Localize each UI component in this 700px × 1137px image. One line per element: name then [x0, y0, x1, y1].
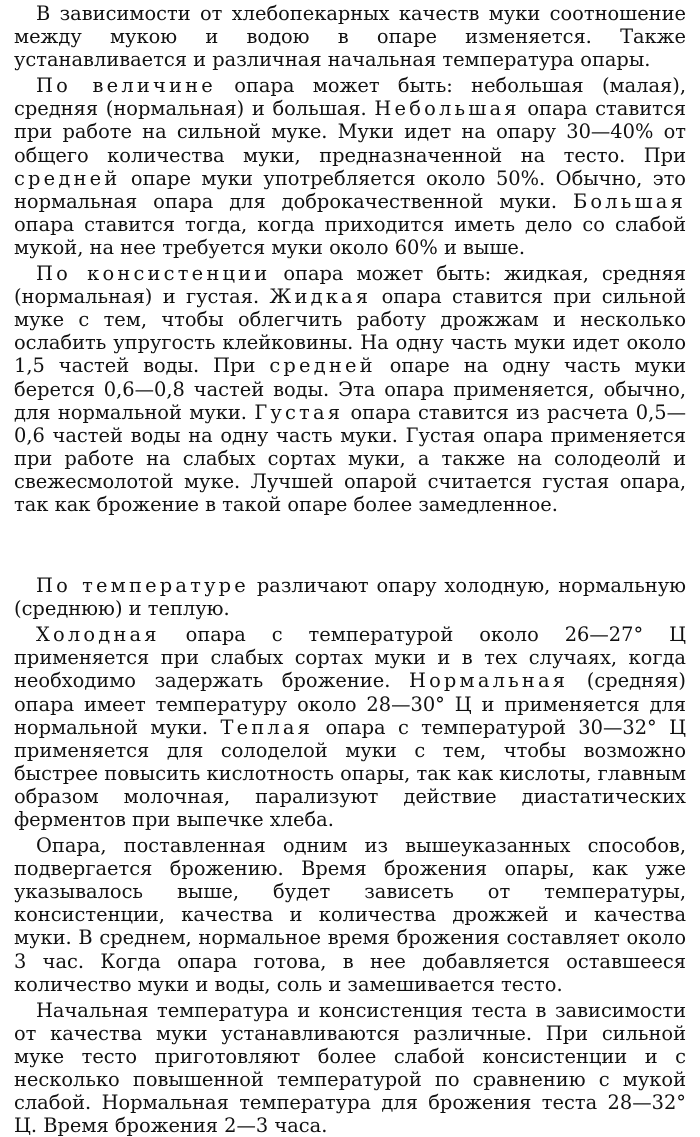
emphasis-term: Густая: [254, 400, 344, 424]
emphasis-term: По консистенции: [36, 262, 271, 286]
emphasis-term: средней: [269, 354, 376, 378]
emphasis-term: Большая: [572, 189, 686, 213]
text-segment: (средняя) опара имеет температуру около 28—30° Ц и применяется для нормальной муки.: [14, 669, 686, 739]
text-segment: опаре муки употребляется около 50%. Обычно, это нормальная опара для доброкачественной муки.: [14, 166, 686, 213]
emphasis-term: средней: [14, 166, 121, 190]
emphasis-term: Нормальная: [408, 669, 569, 693]
paragraph-by-consistency: [14, 262, 686, 516]
text-segment: Начальная температура и консистенция теста в зависимости от качества муки устанавливаются различные. При сильной муке тесто приготовляют более слабой консистенции и с несколько повышенной температурой по сравнению с мукой слабой. Нормальная температура для брожения теста 28—32° Ц. Время брожения 2—3 часа.: [14, 998, 686, 1137]
text-segment: В зависимости от хлебопекарных качеств муки соотношение между мукою и водою в опаре изменяется. Также устанавливается и различная начальная температура опары.: [14, 2, 686, 72]
paragraph-flour-ratio: [14, 2, 686, 71]
text-segment: опара может быть: небольшая (малая), средняя (нормальная) и большая.: [14, 74, 686, 121]
emphasis-term: По температуре: [36, 574, 249, 598]
paragraph-fermentation-time: [14, 834, 686, 996]
emphasis-term: Жидкая: [269, 285, 372, 309]
text-segment: опара ставится при сильной муке с тем, чтобы облегчить работу дрожжам и несколько ослабить упругость клейковины. На одну часть муки идет около 1,5 частей воды. При: [14, 285, 686, 378]
text-segment: Опара, поставленная одним из вышеуказанных способов, подвергается брожению. Время брожения опары, как уже указывалось выше, будет зависеть от температуры, консистенции, качества и количества дрожжей и качества муки. В среднем, нормальное время брожения составляет около 3 час. Когда опара готова, в нее добавляется оставшееся количество муки и воды, соль и замешивается тесто.: [14, 834, 686, 996]
text-segment: различают опару холодную, нормальную (среднюю) и теплую.: [14, 574, 686, 621]
document-page: [14, 2, 686, 1137]
text-segment: опаре на одну часть муки берется 0,6—0,8 частей воды. Эта опара применяется, обычно, для нормальной муки.: [14, 354, 687, 424]
paragraph-by-temperature: [14, 574, 686, 620]
emphasis-term: По величине: [36, 74, 216, 98]
emphasis-term: Теплая: [220, 715, 314, 739]
text-segment: опара с температурой около 26—27° Ц применяется при слабых сортах муки и в тех случаях, когда необходимо задержать брожение.: [14, 623, 686, 693]
text-segment: опара может быть: жидкая, средняя (нормальная) и густая.: [14, 262, 686, 309]
paragraph-by-size: [14, 74, 686, 259]
paragraph-temperature-types: [14, 623, 686, 831]
paragraph-dough-temperature: [14, 999, 686, 1137]
emphasis-term: Небольшая: [374, 97, 520, 121]
text-segment: опара с температурой 30—32° Ц применяется для солоделой муки с тем, чтобы возможно быстрее повысить кислотность опары, так как кислоты, главным образом молочная, парализуют действие диастатических ферментов при выпечке хлеба.: [14, 715, 686, 831]
text-segment: опара ставится из расчета 0,5—0,6 частей воды на одну часть муки. Густая опара применяется при работе на слабых сортах муки, а также на солодеолй и свежесмолотой муке. Лучшей опарой считается густая опара, так как брожение в такой опаре более замедленное.: [14, 400, 687, 516]
emphasis-term: Холодная: [36, 623, 160, 647]
text-segment: опара ставится при работе на сильной муке. Муки идет на опару 30—40% от общего количества муки, предназначенной на тесто. При: [14, 97, 686, 167]
text-segment: опара ставится тогда, когда приходится иметь дело со слабой мукой, на нее требуется муки около 60% и выше.: [14, 212, 686, 259]
